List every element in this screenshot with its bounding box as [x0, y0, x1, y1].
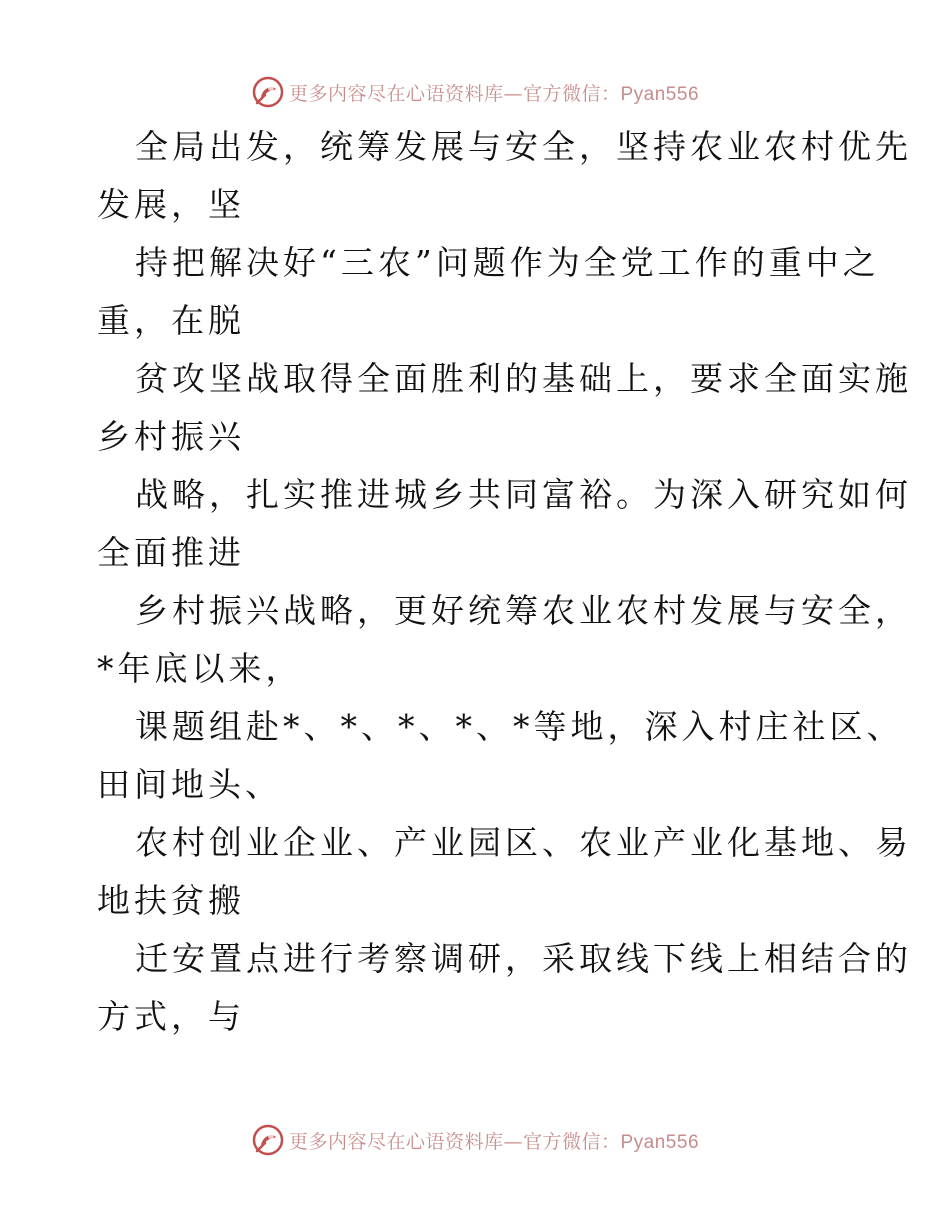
paragraph [97, 582, 912, 698]
paragraph [97, 234, 880, 350]
paragraph-line: 贫攻坚战取得全面胜利的基础上，要求全面实施 [135, 359, 912, 398]
paragraph-line: 全局出发，统筹发展与安全，坚持农业农村优先 [135, 127, 912, 166]
paragraph [97, 466, 912, 582]
footer-watermark [0, 1120, 950, 1160]
paragraph [97, 118, 912, 234]
rose-logo-icon [251, 75, 285, 109]
rose-logo-icon [251, 1123, 285, 1157]
paragraph-line: 田间地头、 [97, 765, 282, 804]
paragraph [97, 350, 912, 466]
paragraph-line: 农村创业企业、产业园区、农业产业化基地、易 [135, 823, 912, 862]
paragraph-line: 乡村振兴战略，更好统筹农业农村发展与安全， [135, 591, 912, 630]
paragraph-line: 乡村振兴 [97, 417, 245, 456]
paragraph-line: 发展，坚 [97, 185, 245, 224]
paragraph-line: 课题组赴*、*、*、*、*等地，深入村庄社区、 [135, 707, 904, 746]
paragraph-line: 重，在脱 [97, 301, 245, 340]
paragraph-line: 战略，扎实推进城乡共同富裕。为深入研究如何 [135, 475, 912, 514]
document-body [97, 118, 912, 1046]
paragraph-line: 全面推进 [97, 533, 245, 572]
paragraph [97, 930, 912, 1046]
paragraph [97, 698, 904, 814]
watermark-text: 更多内容尽在心语资料库—官方微信：Pyan556 [288, 82, 700, 105]
paragraph-line: 持把解决好“三农”问题作为全党工作的重中之 [135, 243, 880, 282]
paragraph-line: 地扶贫搬 [97, 881, 245, 920]
paragraph-line: 方式，与 [97, 997, 245, 1036]
watermark-text: 更多内容尽在心语资料库—官方微信：Pyan556 [288, 1130, 700, 1153]
paragraph [97, 814, 912, 930]
header-watermark [0, 72, 950, 112]
paragraph-line: 迁安置点进行考察调研，采取线下线上相结合的 [135, 939, 912, 978]
paragraph-line: *年底以来， [97, 649, 303, 688]
